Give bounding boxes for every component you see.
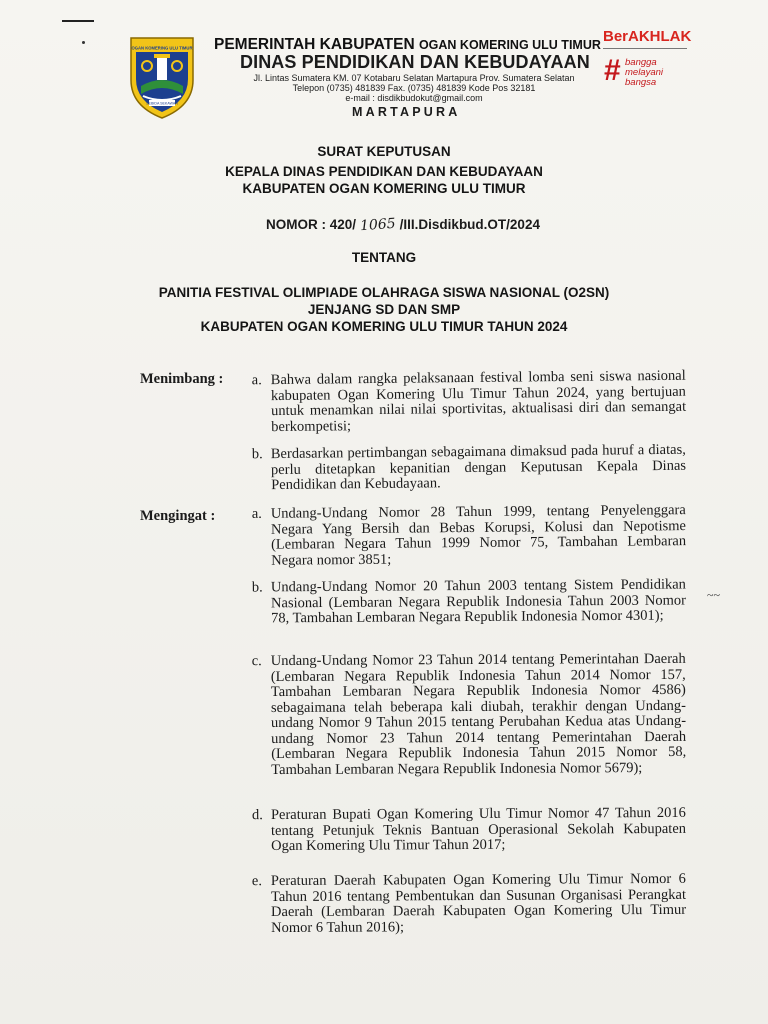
- berakhlak-logo: [603, 28, 693, 98]
- list-item: c. Undang-Undang Nomor 23 Tahun 2014 tentang Pemerintahan Daerah (Lembaran Negara Republik Indonesia Tahun 2014 Nomor 157, Tambahan Lembaran Negara Republik Indonesia Nomor 4586) sebagaimana telah beberapa kali diubah, terakhir dengan Undang-undang Nomor 9 Tahun 2015 tentang Perubahan Kedua atas Undang-undang Nomor 23 Tahun 2014 tentang Pemerintahan Daerah (Lembaran Negara Republik Indonesia Tahun 2015 Nomor 58, Tambahan Lembaran Negara Republik Indonesia Nomor 5679);: [251, 650, 687, 778]
- email-line: e-mail : disdikbudokut@gmail.com: [345, 93, 483, 103]
- subject-line: KABUPATEN OGAN KOMERING ULU TIMUR TAHUN 2024: [200, 319, 568, 334]
- city-name: MARTAPURA: [352, 105, 461, 119]
- department-name: DINAS PENDIDIKAN DAN KEBUDAYAAN: [240, 52, 590, 72]
- subject-line: JENJANG SD DAN SMP: [307, 302, 461, 317]
- government-name: PEMERINTAH KABUPATEN OGAN KOMERING ULU TIMUR: [214, 36, 601, 53]
- list-item: b. Undang-Undang Nomor 20 Tahun 2003 tentang Sistem Pendidikan Nasional (Lembaran Negara Republik Indonesia Tahun 2003 Nomor 78, Tambahan Lembaran Negara Republik Indonesia Nomor 4301);: [251, 576, 687, 627]
- crest-text: OGAN KOMERING ULU TIMUR: [131, 45, 193, 51]
- decree-title: SURAT KEPUTUSAN: [317, 144, 451, 159]
- issuer-title: KEPALA DINAS PENDIDIKAN DAN KEBUDAYAAN: [225, 164, 543, 179]
- hashtag-icon: #: [604, 54, 621, 87]
- subject-line: PANITIA FESTIVAL OLIMPIADE OLAHRAGA SISWA NASIONAL (O2SN): [158, 285, 610, 300]
- menimbang-label: Menimbang :: [140, 371, 224, 387]
- list-item: a. Bahwa dalam rangka pelaksanaan festival lomba seni siswa nasional kabupaten Ogan Komering Ulu Timur Tahun 2024, yang bertujuan untuk menamkan nilai nilai sportivitas, aktualisasi diri dan semangat berkompetisi;: [251, 367, 687, 435]
- crest-motto: SEBIDA SEKAWAN: [146, 101, 178, 106]
- handwritten-number: 1065: [359, 215, 397, 235]
- brand-title: BerAKHLAK: [603, 28, 692, 45]
- phone-line: Telepon (0735) 481839 Fax. (0735) 481839 Kode Pos 32181: [292, 83, 536, 93]
- list-item: a. Undang-Undang Nomor 28 Tahun 1999, tentang Penyelenggara Negara Yang Bersih dan Bebas Korupsi, Kolusi dan Nepotisme (Lembaran Negara Tahun 1999 Nomor 75, Tambahan Lembaran Negara nomor 3851;: [251, 502, 687, 569]
- regency-title: KABUPATEN OGAN KOMERING ULU TIMUR: [242, 181, 526, 196]
- brand-tagline: bangga melayani bangsa: [625, 57, 664, 88]
- list-item: e. Peraturan Daerah Kabupaten Ogan Komering Ulu Timur Nomor 6 Tahun 2016 tentang Pembentukan dan Susunan Organisasi Perangkat Daerah (Lembaran Daerah Kabupaten Ogan Komering Ulu Timur Nomor 6 Tahun 2016);: [251, 870, 687, 936]
- scan-mark: [62, 20, 94, 22]
- scan-dot: [82, 41, 85, 44]
- list-item: d. Peraturan Bupati Ogan Komering Ulu Timur Nomor 47 Tahun 2016 tentang Petunjuk Teknis Bantuan Operasional Sekolah Kabupaten Ogan Komering Ulu Timur Tahun 2017;: [251, 804, 687, 855]
- mengingat-label: Mengingat :: [140, 508, 216, 524]
- tentang-heading: TENTANG: [351, 250, 417, 265]
- list-item: b. Berdasarkan pertimbangan sebagaimana dimaksud pada huruf a diatas, perlu ditetapkan kepanitian dengan Keputusan Kepala Dinas Pendidikan dan Kebudayaan.: [251, 441, 687, 494]
- decree-number: NOMOR : 420/ 1065 /III.Disdikbud.OT/2024: [266, 215, 540, 235]
- pen-mark: ~~: [707, 588, 720, 602]
- address-line: Jl. Lintas Sumatera KM. 07 Kotabaru Selatan Martapura Prov. Sumatera Selatan: [253, 73, 575, 83]
- regency-crest-logo: [127, 32, 197, 120]
